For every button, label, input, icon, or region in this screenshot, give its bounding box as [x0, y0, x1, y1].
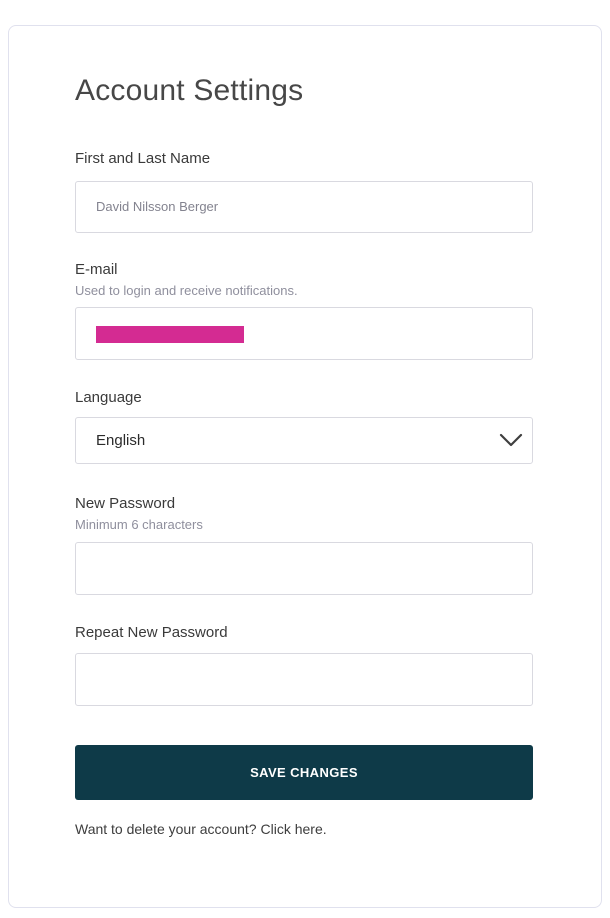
name-label: First and Last Name [75, 150, 211, 167]
new-password-hint: Minimum 6 characters [75, 516, 203, 532]
chevron-down-icon [499, 433, 523, 447]
email-label: E-mail [75, 260, 118, 278]
page-title: Account Settings [75, 74, 304, 107]
language-select[interactable] [75, 417, 533, 464]
repeat-password-label: Repeat New Password [75, 624, 228, 642]
new-password-input[interactable] [75, 542, 533, 595]
account-settings-card [8, 25, 602, 908]
language-selected-value: English [96, 431, 146, 449]
language-field-group [75, 389, 531, 464]
delete-account-link[interactable]: Click here. [260, 820, 327, 837]
email-input[interactable] [75, 307, 533, 360]
delete-account-prompt: Want to delete your account? [75, 820, 257, 837]
new-password-field-group [75, 495, 531, 595]
email-redacted-value [96, 326, 244, 343]
delete-account-line [75, 820, 531, 838]
repeat-password-input[interactable] [75, 653, 533, 706]
name-field-group [75, 150, 531, 233]
email-field-group [75, 261, 531, 360]
repeat-password-field-group [75, 624, 531, 706]
email-hint: Used to login and receive notifications. [75, 282, 298, 298]
name-input[interactable] [75, 181, 533, 233]
save-changes-button[interactable]: SAVE CHANGES [75, 745, 533, 800]
new-password-label: New Password [75, 494, 176, 512]
language-label: Language [75, 389, 142, 407]
